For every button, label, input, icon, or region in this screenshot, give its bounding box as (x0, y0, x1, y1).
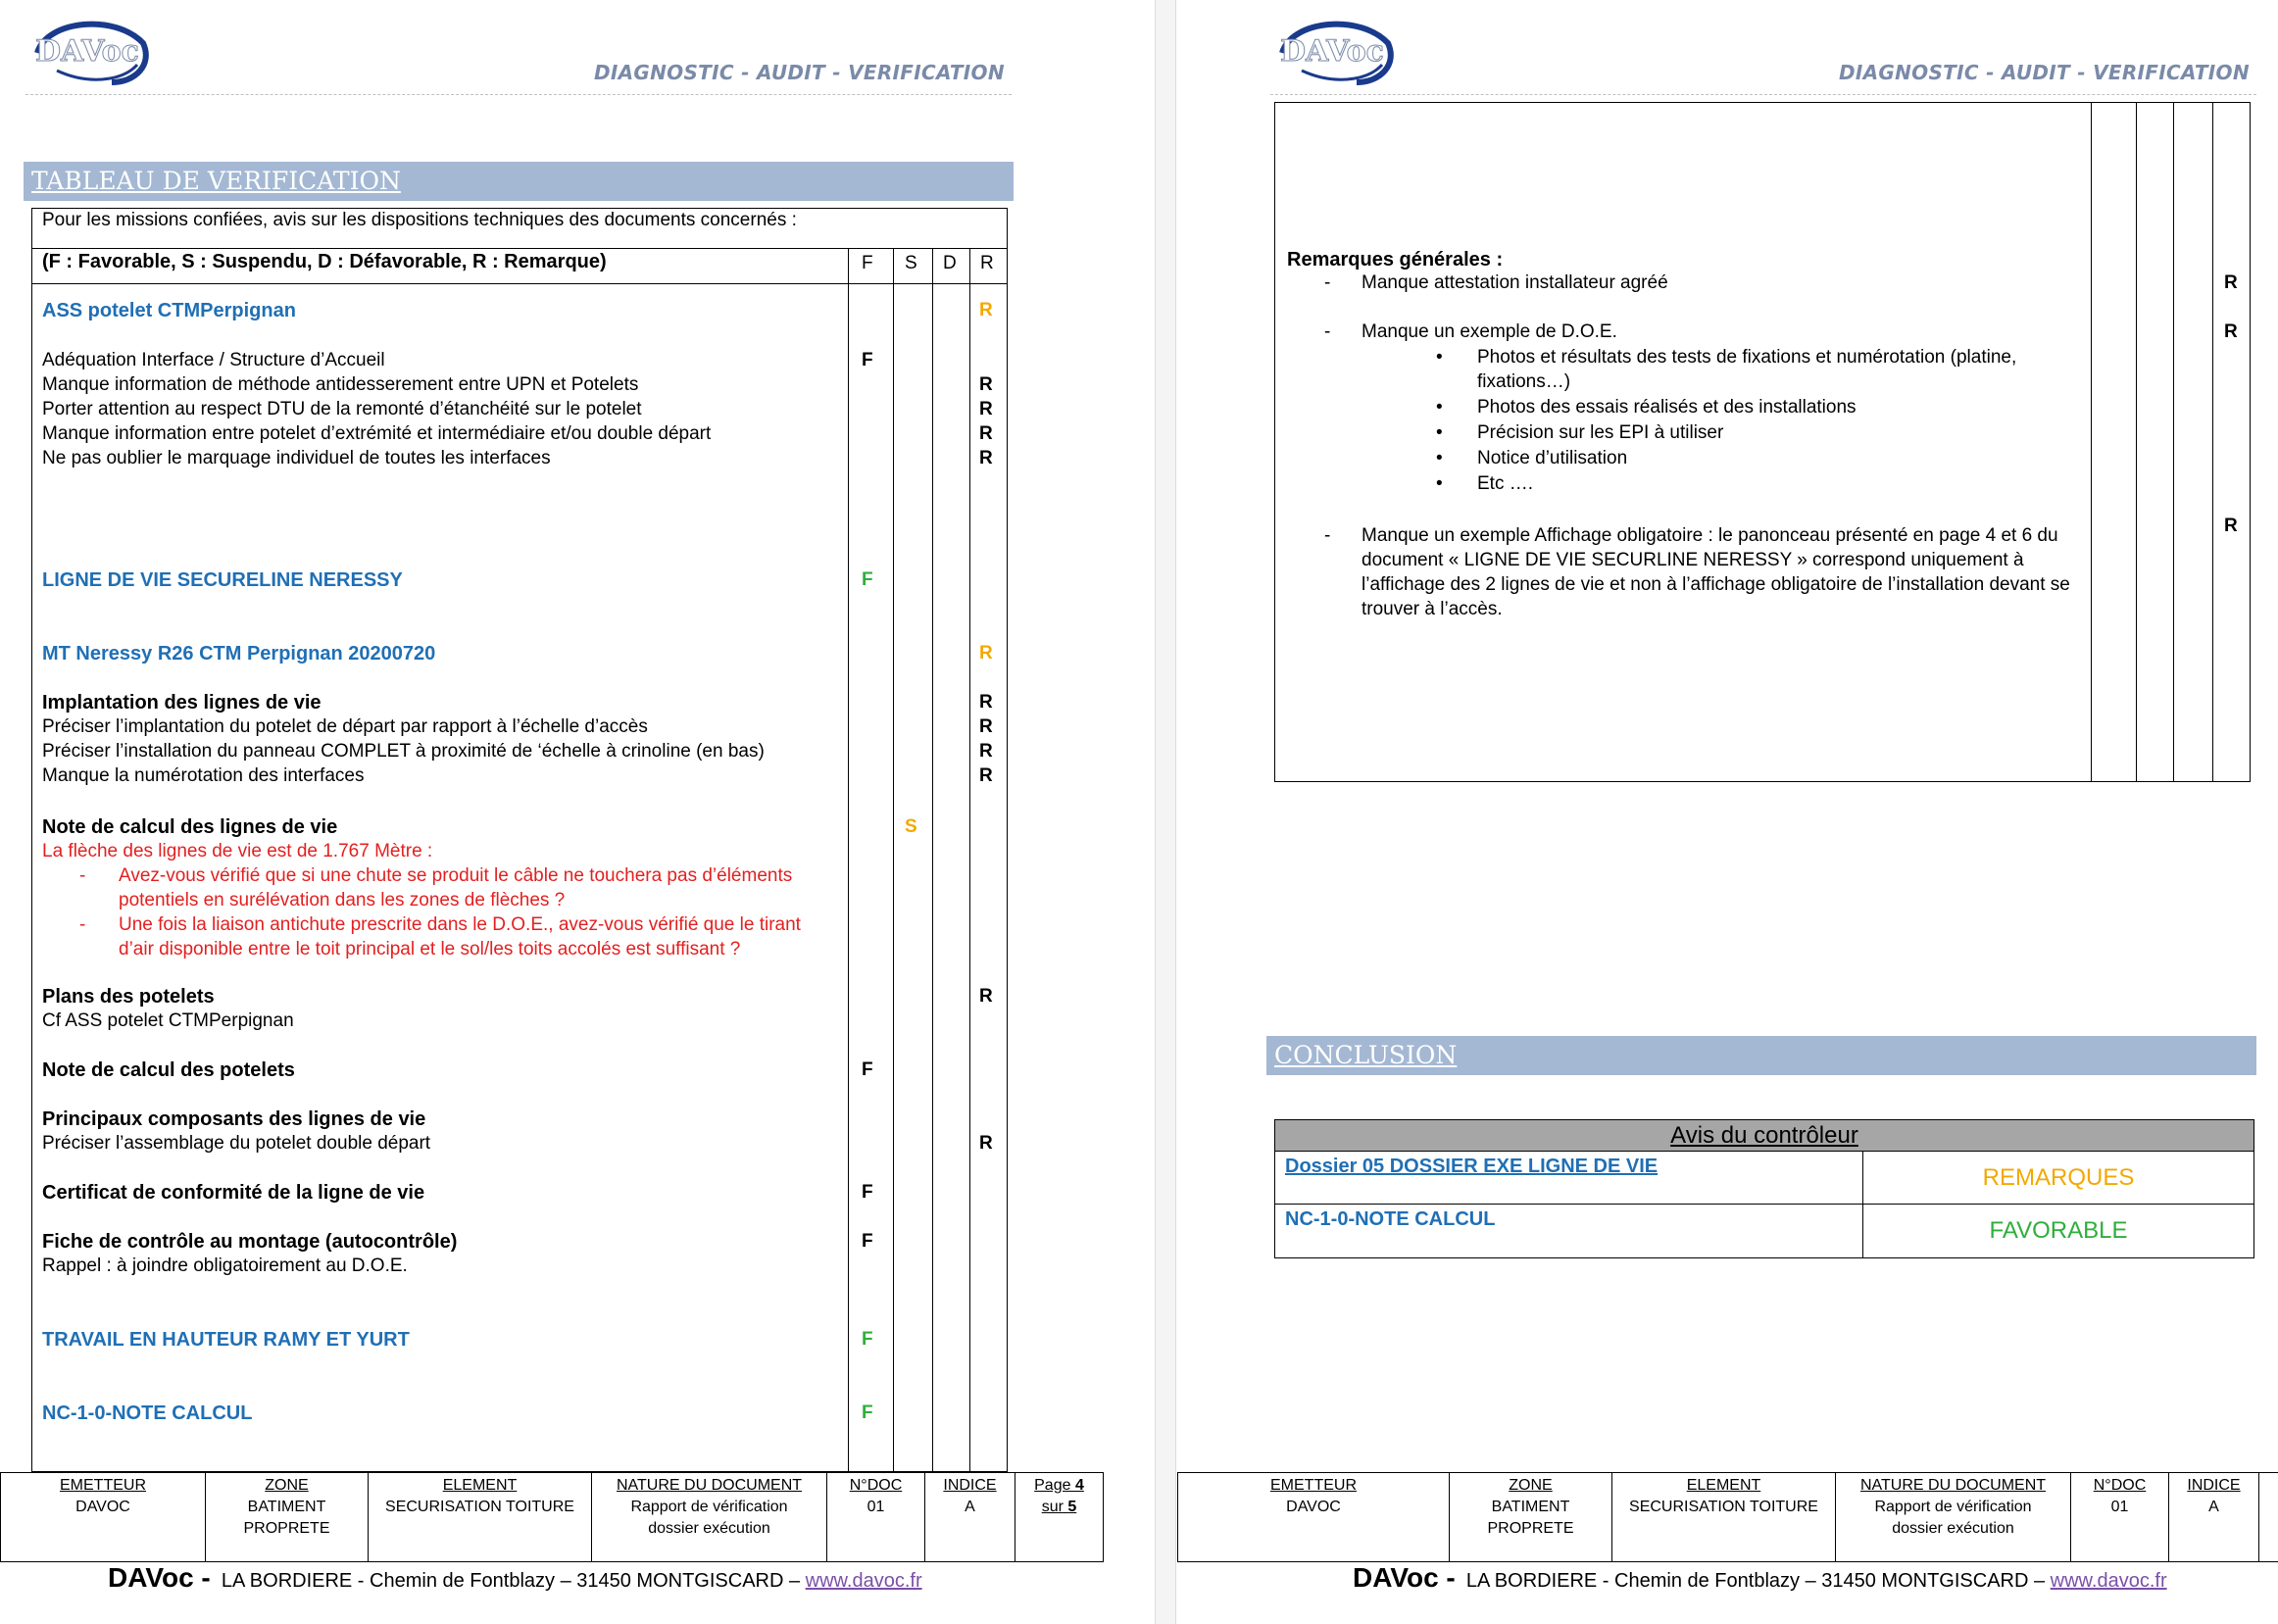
remark-item: Manque attestation installateur agréé (1362, 272, 1668, 293)
red-dash: - (79, 914, 86, 935)
remark-dash: - (1324, 272, 1331, 293)
remarks-table (1274, 102, 2251, 782)
remark-dash: - (1324, 321, 1331, 342)
page-gutter (1155, 0, 1176, 1624)
col-line (848, 248, 849, 1471)
footer-address-line: DAVoc - LA BORDIERE - Chemin de Fontblazy – 31450 MONTGISCARD – www.davoc.fr (1353, 1562, 2167, 1593)
col-header-r: R (980, 253, 994, 273)
row-text: Préciser l’assemblage du potelet double départ (42, 1133, 431, 1154)
verdict-mark: R (979, 1133, 993, 1154)
website-link[interactable]: www.davoc.fr (805, 1570, 922, 1592)
col-line (893, 248, 894, 1471)
bullet: • (1436, 448, 1443, 468)
avis-header: Avis du contrôleur (1275, 1120, 2253, 1152)
bullet: • (1436, 347, 1443, 368)
remark-mark: R (2224, 272, 2238, 293)
red-dash: - (79, 865, 86, 886)
verdict-mark: F (862, 1329, 873, 1350)
verdict-mark: F (862, 1059, 873, 1080)
avis-document: NC-1-0-NOTE CALCUL (1285, 1208, 1496, 1230)
verdict-mark: R (979, 399, 993, 419)
row-text: Manque information de méthode antidesserement entre UPN et Potelets (42, 374, 639, 395)
document-title: ASS potelet CTMPerpignan (42, 300, 296, 321)
avis-row (1275, 1205, 2253, 1257)
header-rule (1270, 94, 2256, 95)
row-text: Manque la numérotation des interfaces (42, 765, 365, 786)
row-text: Adéquation Interface / Structure d’Accueil (42, 350, 385, 370)
verdict-mark: F (862, 350, 873, 370)
footer-element: ELEMENT SECURISATION TOITURE (368, 1473, 591, 1561)
avis-value: REMARQUES (1982, 1164, 2135, 1191)
bullet: • (1436, 397, 1443, 418)
verdict-mark: R (979, 643, 993, 664)
remark-mark: R (2224, 516, 2238, 536)
davoc-logo (27, 14, 153, 88)
verdict-mark: R (979, 986, 993, 1007)
avis-document[interactable]: Dossier 05 DOSSIER EXE LIGNE DE VIE (1285, 1156, 1659, 1177)
document-title: TRAVAIL EN HAUTEUR RAMY ET YURT (42, 1329, 410, 1351)
footer-nature: NATURE DU DOCUMENT Rapport de vérification dossier exécution (1835, 1473, 2070, 1561)
row-text: Note de calcul des lignes de vie (42, 816, 338, 838)
footer-emetteur: EMETTEUR DAVOC (1270, 1477, 1357, 1515)
verdict-mark: R (979, 692, 993, 713)
verdict-mark: R (979, 741, 993, 762)
footer-ndoc: N°DOC 01 (826, 1473, 924, 1561)
avis-table (1274, 1119, 2254, 1258)
avis-value: FAVORABLE (1989, 1217, 2128, 1244)
table-divider (32, 283, 1007, 284)
row-text: Porter attention au respect DTU de la remonté d’étanchéité sur le potelet (42, 399, 642, 419)
row-text: Manque information entre potelet d’extrémité et intermédiaire et/ou double départ (42, 423, 712, 444)
col-header-s: S (905, 253, 917, 273)
section-tableau (24, 162, 1014, 201)
bullet-text: Etc …. (1477, 473, 1534, 494)
footer-indice: INDICE A (2168, 1473, 2258, 1561)
document-title: LIGNE DE VIE SECURELINE NERESSY (42, 569, 403, 591)
section-conclusion (1266, 1036, 2256, 1075)
row-text: Préciser l’installation du panneau COMPLET à proximité de ‘échelle à crinoline (en bas) (42, 741, 765, 762)
row-text: Ne pas oublier le marquage individuel de toutes les interfaces (42, 448, 551, 468)
footer-indice: INDICE A (924, 1473, 1015, 1561)
verdict-mark: F (862, 1403, 873, 1423)
col-line (2173, 103, 2174, 781)
row-text: Fiche de contrôle au montage (autocontrôle) (42, 1231, 458, 1253)
col-line (2136, 103, 2137, 781)
bullet-text: fixations…) (1477, 371, 1571, 392)
col-line (2091, 103, 2092, 781)
verdict-mark: R (979, 448, 993, 468)
verdict-mark: F (862, 1231, 873, 1252)
red-item: Avez-vous vérifié que si une chute se produit le câble ne touchera pas d’éléments (119, 865, 793, 886)
red-item: Une fois la liaison antichute prescrite dans le D.O.E., avez-vous vérifié que le tirant (119, 914, 801, 935)
verdict-mark: F (862, 569, 873, 590)
page-right (1176, 0, 2278, 1624)
row-text: Principaux composants des lignes de vie (42, 1108, 426, 1130)
document-title: MT Neressy R26 CTM Perpignan 20200720 (42, 643, 436, 664)
remark-item: l’affichage des 2 lignes de vie et non à l’affichage obligatoire de l’installation devant se (1362, 574, 2070, 595)
row-text: Cf ASS potelet CTMPerpignan (42, 1010, 294, 1031)
row-text: Implantation des lignes de vie (42, 692, 322, 714)
col-line (969, 248, 970, 1471)
footer-page (2258, 1473, 2278, 1561)
footer-page: Page 4 sur 5 (1015, 1473, 1103, 1561)
remark-mark: R (2224, 321, 2238, 342)
avis-row (1275, 1152, 2253, 1205)
row-text: Plans des potelets (42, 986, 215, 1008)
verdict-mark: R (979, 300, 993, 320)
table-legend: (F : Favorable, S : Suspendu, D : Défavorable, R : Remarque) (42, 251, 607, 272)
red-item: potentiels en surélévation dans les zones de flèches ? (119, 890, 566, 910)
header-rule (25, 94, 1012, 95)
website-link[interactable]: www.davoc.fr (2050, 1570, 2167, 1592)
row-text: La flèche des lignes de vie est de 1.767 Mètre : (42, 841, 433, 861)
bullet-text: Notice d’utilisation (1477, 448, 1628, 468)
col-line (932, 248, 933, 1471)
row-text: Certificat de conformité de la ligne de vie (42, 1182, 425, 1204)
col-line (2212, 103, 2213, 781)
footer-ndoc: N°DOC 01 (2070, 1473, 2168, 1561)
bullet-text: Photos des essais réalisés et des installations (1477, 397, 1857, 418)
bullet: • (1436, 422, 1443, 443)
verdict-mark: R (979, 765, 993, 786)
remarks-title: Remarques générales : (1287, 249, 1504, 271)
footer-nature: NATURE DU DOCUMENT Rapport de vérification dossier exécution (591, 1473, 826, 1561)
footer-table (1177, 1472, 2278, 1562)
row-text: Note de calcul des potelets (42, 1059, 295, 1081)
svg-text:DAVoc: DAVoc (1280, 34, 1384, 69)
footer-emetteur: EMETTEUR DAVOC (60, 1477, 146, 1515)
svg-text:DAVoc: DAVoc (35, 34, 139, 69)
col-header-d: D (943, 253, 957, 273)
header-title: DIAGNOSTIC - AUDIT - VERIFICATION (594, 61, 1005, 84)
verdict-mark: R (979, 716, 993, 737)
verdict-mark: R (979, 374, 993, 395)
footer-table (0, 1472, 1104, 1562)
verdict-mark: S (905, 816, 917, 837)
remark-item: Manque un exemple Affichage obligatoire : le panonceau présenté en page 4 et 6 du (1362, 525, 2058, 546)
document-title: NC-1-0-NOTE CALCUL (42, 1403, 253, 1424)
col-header-f: F (862, 253, 873, 273)
footer-address-line: DAVoc - LA BORDIERE - Chemin de Fontblazy – 31450 MONTGISCARD – www.davoc.fr (108, 1562, 922, 1593)
header-title: DIAGNOSTIC - AUDIT - VERIFICATION (1839, 61, 2250, 84)
remark-item: Manque un exemple de D.O.E. (1362, 321, 1617, 342)
davoc-logo (1272, 14, 1398, 88)
row-text: Préciser l’implantation du potelet de départ par rapport à l’échelle d’accès (42, 716, 648, 737)
footer-element: ELEMENT SECURISATION TOITURE (1611, 1473, 1835, 1561)
red-item: d’air disponible entre le toit principal et le sol/les toits accolés est suffisant ? (119, 939, 741, 960)
section-title: CONCLUSION (1274, 1041, 1458, 1069)
verification-table (31, 208, 1008, 1472)
bullet-text: Photos et résultats des tests de fixations et numérotation (platine, (1477, 347, 2017, 368)
verdict-mark: F (862, 1182, 873, 1203)
row-text: Rappel : à joindre obligatoirement au D.O.E. (42, 1255, 408, 1276)
bullet: • (1436, 473, 1443, 494)
footer-zone: ZONE BATIMENT PROPRETE (205, 1473, 368, 1561)
verdict-mark: R (979, 423, 993, 444)
table-divider (32, 248, 1007, 249)
section-title: TABLEAU DE VERIFICATION (31, 167, 401, 195)
remark-dash: - (1324, 525, 1331, 546)
remark-item: trouver à l’accès. (1362, 599, 1503, 619)
footer-zone: ZONE BATIMENT PROPRETE (1449, 1473, 1611, 1561)
bullet-text: Précision sur les EPI à utiliser (1477, 422, 1724, 443)
remark-item: document « LIGNE DE VIE SECURLINE NERESSY » correspond uniquement à (1362, 550, 2024, 570)
table-intro: Pour les missions confiées, avis sur les dispositions techniques des documents concernés : (42, 210, 797, 230)
